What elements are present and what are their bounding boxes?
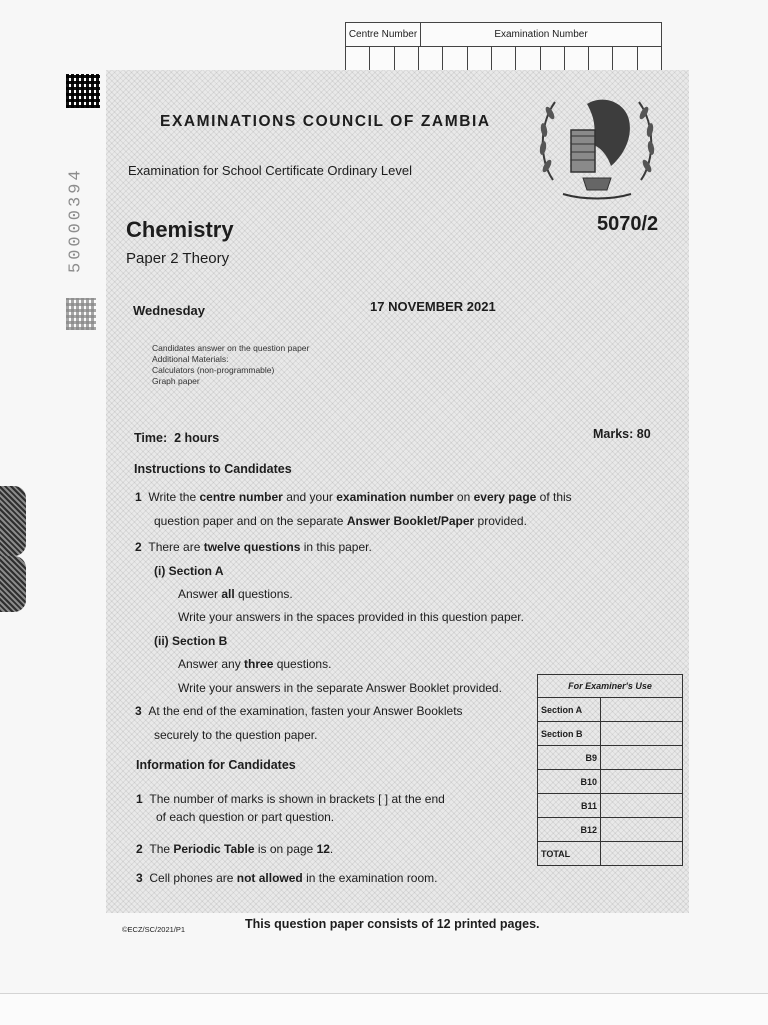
subject-title: Chemistry (126, 217, 234, 242)
examiner-row-label: B9 (538, 746, 601, 770)
text-bold: three (244, 657, 274, 671)
examiner-mark-cell[interactable] (601, 818, 683, 842)
text-bold: every page (473, 490, 537, 504)
text: questions. (273, 657, 332, 671)
binding-tab-bottom (0, 556, 26, 612)
datamatrix-code-faint (66, 298, 96, 330)
serial-number: 50000394 (66, 167, 86, 273)
text-bold: all (221, 587, 235, 601)
centre-number-label: Centre Number (346, 23, 421, 46)
item-number: 2 (135, 540, 142, 554)
text: of this (536, 490, 572, 504)
examiner-mark-cell[interactable] (601, 794, 683, 818)
text: Answer any (178, 657, 245, 671)
examiner-row-label: B11 (538, 794, 601, 818)
exam-day: Wednesday (133, 303, 206, 318)
examiner-use-table (537, 674, 683, 866)
examiner-mark-cell[interactable] (601, 746, 683, 770)
time-label: Time: (134, 431, 168, 445)
text-bold: Periodic Table (173, 842, 255, 856)
section-a-line-1 (178, 587, 293, 601)
number-cell[interactable] (419, 47, 443, 71)
number-cell[interactable] (589, 47, 613, 71)
text: and your (282, 490, 337, 504)
number-cell[interactable] (516, 47, 540, 71)
text: is on page (254, 842, 317, 856)
footer-page-count: This question paper consists of 12 printed pages. (245, 917, 540, 931)
information-1-line-2: of each question or part question. (156, 810, 335, 824)
examiner-row-label: Section A (538, 698, 601, 722)
footer-copyright-code: ©ECZ/SC/2021/P1 (122, 925, 186, 934)
examiner-mark-cell[interactable] (601, 698, 683, 722)
materials-line: Candidates answer on the question paper (152, 343, 310, 353)
text: questions. (234, 587, 293, 601)
examiner-mark-cell[interactable] (601, 770, 683, 794)
number-cell[interactable] (370, 47, 394, 71)
text: in the examination room. (302, 871, 438, 885)
item-number: 2 (136, 842, 143, 856)
instructions-heading: Instructions to Candidates (134, 462, 292, 476)
section-a-line-2: Write your answers in the spaces provided in this question paper. (178, 610, 524, 624)
materials-line: Additional Materials: (152, 354, 229, 364)
total-marks: Marks: 80 (593, 427, 651, 441)
number-cell[interactable] (443, 47, 467, 71)
text-bold: twelve questions (203, 540, 301, 554)
section-a-label: (i) Section A (154, 564, 224, 578)
text: . (329, 842, 334, 856)
number-cells (346, 47, 661, 71)
text: Answer (178, 587, 222, 601)
section-b-line-1 (178, 657, 331, 671)
text-bold: 12 (316, 842, 330, 856)
text: The (149, 842, 174, 856)
examiner-row-label: B12 (538, 818, 601, 842)
number-cell[interactable] (492, 47, 516, 71)
paper-code: 5070/2 (597, 213, 659, 235)
text-bold: centre number (199, 490, 283, 504)
section-b-line-2: Write your answers in the separate Answer Booklet provided. (178, 681, 502, 695)
materials-line: Calculators (non-programmable) (152, 365, 275, 375)
information-1-line-1 (136, 792, 445, 806)
information-2 (136, 842, 333, 856)
text: on (453, 490, 474, 504)
zambia-coat-of-arms-icon (533, 80, 661, 208)
number-cell[interactable] (468, 47, 492, 71)
text: The number of marks is shown in brackets [ ] at the end (149, 792, 445, 806)
examiner-row-label: TOTAL (538, 842, 601, 866)
binding-tab-top (0, 486, 26, 556)
text: provided. (474, 514, 527, 528)
text: question paper and on the separate (154, 514, 347, 528)
examiner-row-label: Section B (538, 722, 601, 746)
examiner-row-label: B10 (538, 770, 601, 794)
materials-line: Graph paper (152, 376, 200, 386)
text-bold: Answer Booklet/Paper (346, 514, 475, 528)
number-cell[interactable] (346, 47, 370, 71)
examiner-table-title: For Examiner's Use (538, 675, 683, 698)
exam-date: 17 NOVEMBER 2021 (370, 299, 496, 314)
instruction-1-line-2 (154, 514, 527, 528)
instruction-3-line-2: securely to the question paper. (154, 728, 318, 742)
item-number: 3 (135, 704, 142, 718)
text: At the end of the examination, fasten your Answer Booklets (148, 704, 463, 718)
exam-name: Examination for School Certificate Ordinary Level (128, 163, 412, 178)
text: Cell phones are (149, 871, 237, 885)
instruction-1-line-1 (135, 490, 572, 504)
instruction-2 (135, 540, 372, 554)
scan-bottom-strip (0, 993, 768, 1025)
examiner-mark-cell[interactable] (601, 722, 683, 746)
council-heading: EXAMINATIONS COUNCIL OF ZAMBIA (160, 113, 491, 130)
examination-number-label: Examination Number (494, 29, 588, 40)
text-bold: examination number (336, 490, 454, 504)
information-3 (136, 871, 438, 885)
time-value: 2 hours (174, 431, 220, 445)
text: Write the (148, 490, 200, 504)
text: There are (148, 540, 204, 554)
instruction-3-line-1 (135, 704, 463, 718)
examiner-mark-cell[interactable] (601, 842, 683, 866)
number-cell[interactable] (565, 47, 589, 71)
item-number: 1 (135, 490, 142, 504)
number-cell[interactable] (541, 47, 565, 71)
section-b-label: (ii) Section B (154, 634, 228, 648)
number-cell[interactable] (638, 47, 661, 71)
materials-note (152, 343, 309, 387)
candidate-number-box (345, 22, 662, 72)
time-allowed (134, 431, 219, 445)
information-heading: Information for Candidates (136, 758, 296, 772)
text-bold: not allowed (236, 871, 303, 885)
paper-title: Paper 2 Theory (126, 250, 230, 267)
number-cell[interactable] (613, 47, 637, 71)
item-number: 3 (136, 871, 143, 885)
text: in this paper. (300, 540, 372, 554)
number-cell[interactable] (395, 47, 419, 71)
datamatrix-code (66, 74, 100, 108)
item-number: 1 (136, 792, 143, 806)
